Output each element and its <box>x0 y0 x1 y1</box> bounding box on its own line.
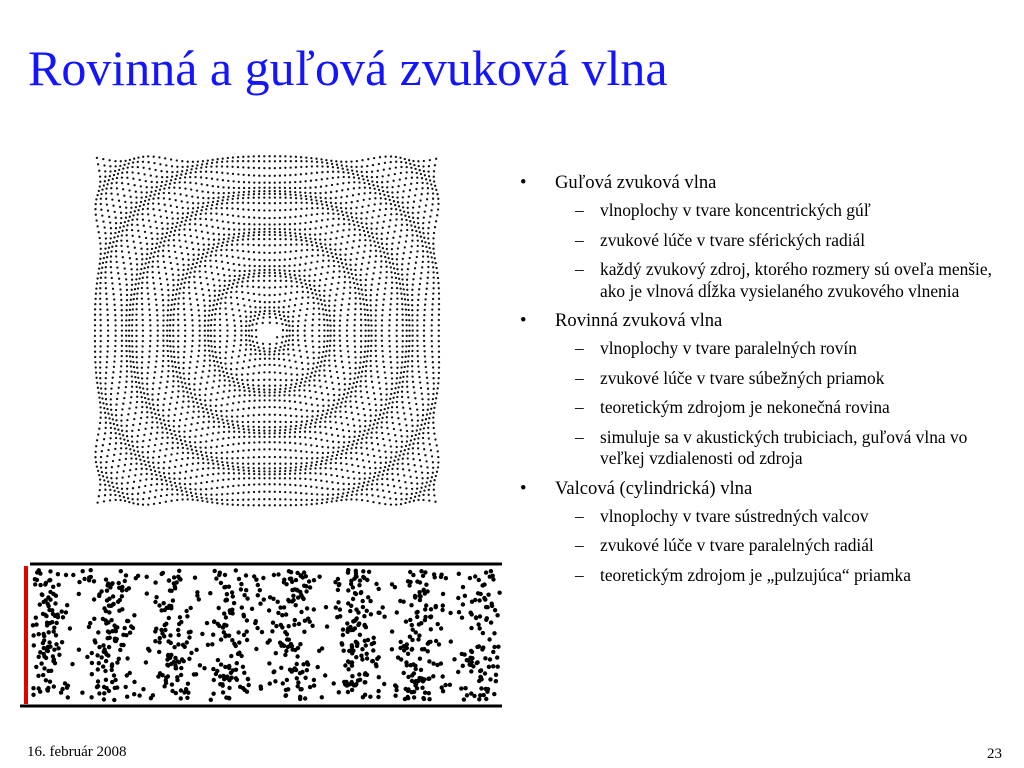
bullet-list <box>518 172 998 594</box>
dash-marker: – <box>575 229 584 250</box>
tube-particles <box>31 568 502 702</box>
dash-marker: – <box>575 200 584 220</box>
dash-marker: – <box>575 397 584 417</box>
dash-marker: – <box>575 367 584 388</box>
sub-bullet-item <box>518 506 998 528</box>
sub-bullet-text: zvukové lúče v tvare paralelných radiál <box>600 535 874 555</box>
sub-bullet-text: vlnoplochy v tvare sústredných valcov <box>600 505 869 526</box>
bullet-marker: • <box>520 477 527 499</box>
sub-bullet-item <box>518 368 998 390</box>
bullet-text: Guľová zvuková vlna <box>555 172 717 193</box>
sub-bullet-text: teoretickým zdrojom je „pulzujúca“ priamka <box>600 564 911 585</box>
sub-bullet-item <box>518 259 998 302</box>
plane-wave-tube-illustration <box>20 562 502 710</box>
sub-bullet-text: simuluje sa v akustických trubiciach, guľová vlna vo veľkej vzdialenosti od zdroja <box>600 426 968 468</box>
page-number: 23 <box>987 746 1002 762</box>
spherical-wave-particles <box>94 155 440 506</box>
sub-bullet-item <box>518 200 998 222</box>
sub-bullet-text: zvukové lúče v tvare sférických radiál <box>600 229 866 250</box>
bullet-item <box>518 478 998 500</box>
sub-bullet-item <box>518 565 998 587</box>
sub-bullet-item <box>518 535 998 557</box>
footer-date: 16. február 2008 <box>27 744 127 760</box>
sub-bullet-text: teoretickým zdrojom je nekonečná rovina <box>600 397 890 417</box>
sub-bullet-text: vlnoplochy v tvare paralelných rovín <box>600 338 857 358</box>
bullet-marker: • <box>520 310 527 331</box>
dash-marker: – <box>575 535 584 555</box>
dash-marker: – <box>575 259 584 279</box>
bullet-marker: • <box>520 172 527 193</box>
sub-bullet-item <box>518 427 998 470</box>
sub-bullet-item <box>518 230 998 252</box>
dash-marker: – <box>575 338 584 358</box>
spherical-wave-illustration <box>94 155 444 510</box>
sub-bullet-text: zvukové lúče v tvare súbežných priamok <box>600 367 885 388</box>
slide-title: Rovinná a guľová zvuková vlna <box>28 40 668 96</box>
sub-bullet-text: vlnoplochy v tvare koncentrických gúľ <box>600 200 871 220</box>
sub-bullet-text: každý zvukový zdroj, ktorého rozmery sú oveľa menšie, ako je vlnová dĺžka vysielaného zvukového vlnenia <box>600 259 992 301</box>
dash-marker: – <box>575 505 584 526</box>
bullet-text: Rovinná zvuková vlna <box>555 310 723 331</box>
bullet-item <box>518 172 998 194</box>
sub-bullet-item <box>518 397 998 419</box>
dash-marker: – <box>575 564 584 585</box>
dash-marker: – <box>575 426 584 447</box>
bullet-item <box>518 310 998 332</box>
sub-bullet-item <box>518 338 998 360</box>
bullet-text: Valcová (cylindrická) vlna <box>555 477 753 499</box>
